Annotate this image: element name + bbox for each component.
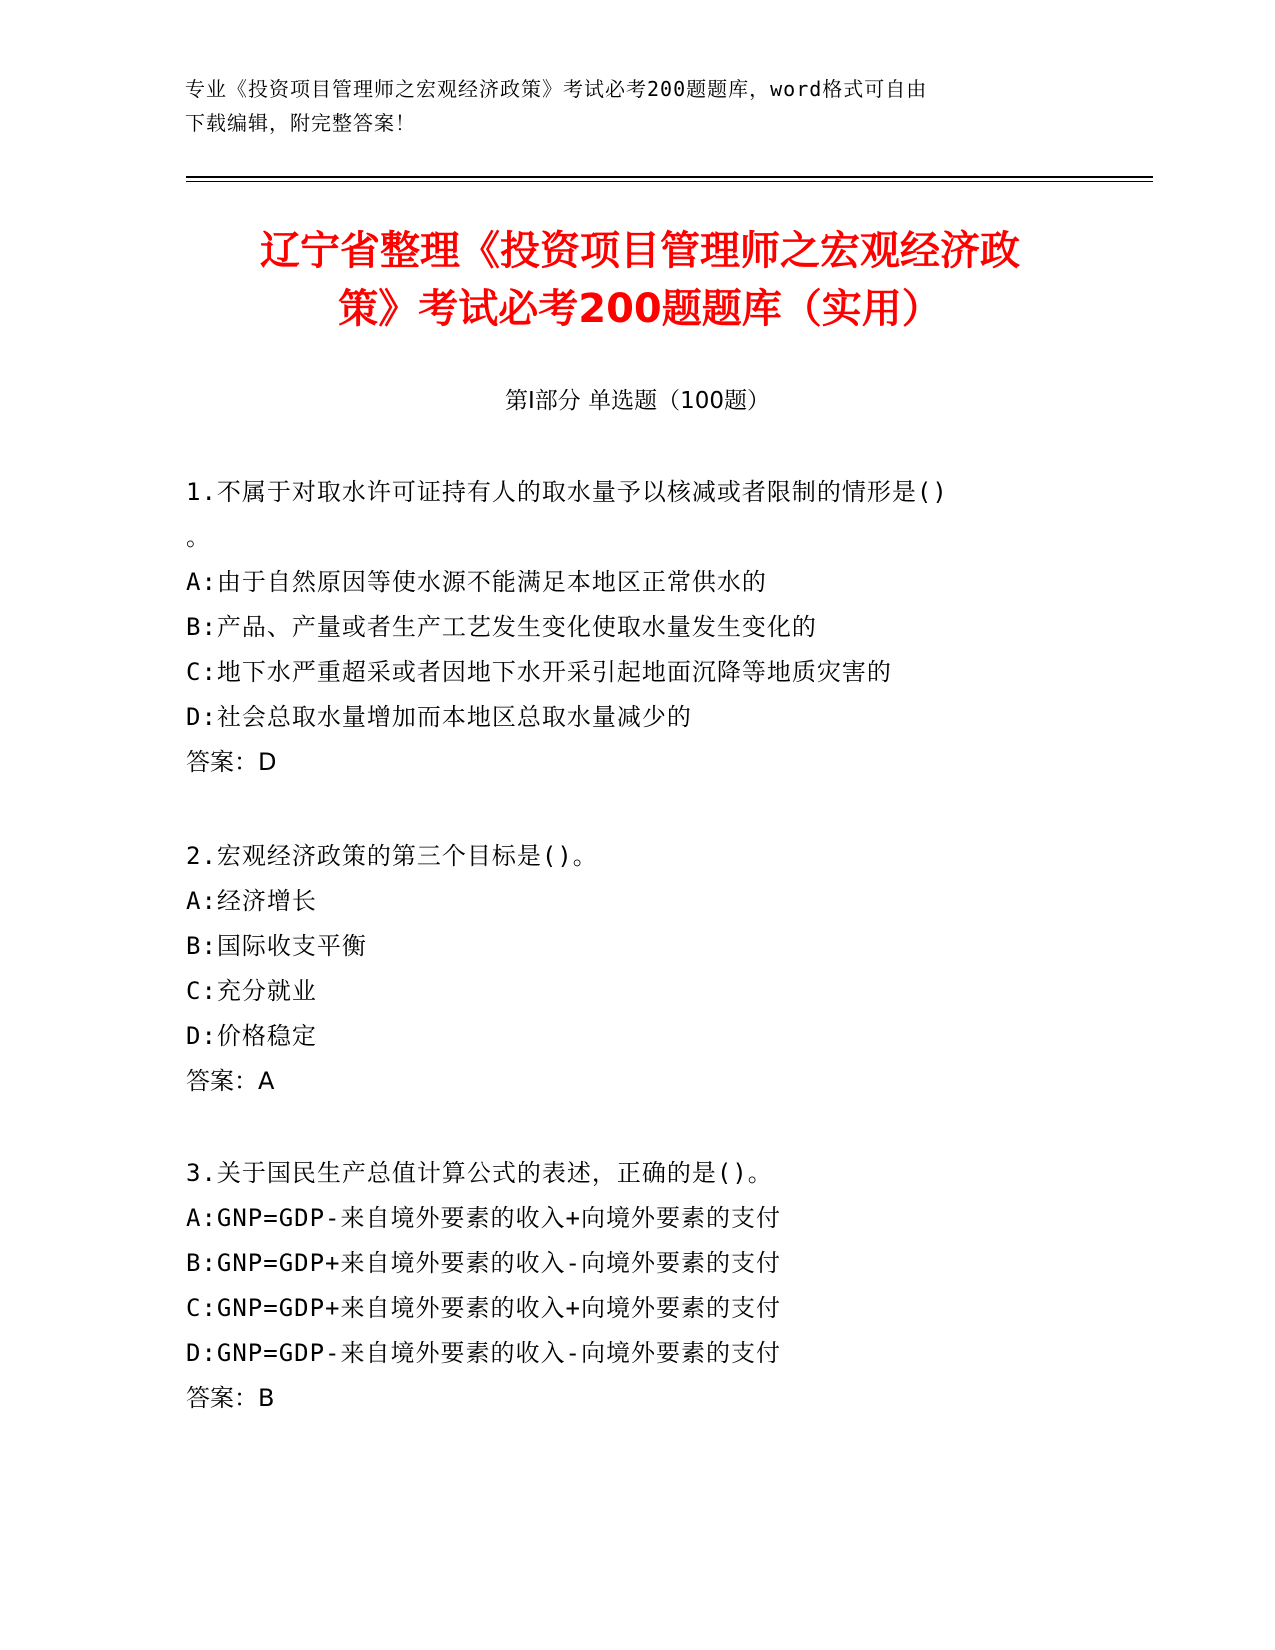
document-title-line-1: 辽宁省整理《投资项目管理师之宏观经济政 — [260, 228, 1020, 274]
option-c: C:地下水严重超采或者因地下水开采引起地面沉降等地质灾害的 — [186, 658, 892, 686]
header-divider-thin — [186, 181, 1153, 182]
question-stem: 3.关于国民生产总值计算公式的表述，正确的是()。 — [186, 1159, 773, 1187]
header-note-line-1: 专业《投资项目管理师之宏观经济政策》考试必考200题题库，word格式可自由 — [185, 77, 928, 101]
option-d: D:社会总取水量增加而本地区总取水量减少的 — [186, 703, 692, 731]
header-divider-thick — [186, 176, 1153, 178]
option-a: A:经济增长 — [186, 887, 317, 915]
option-d: D:价格稳定 — [186, 1022, 317, 1050]
option-c: C:GNP=GDP+来自境外要素的收入+向境外要素的支付 — [186, 1294, 781, 1322]
document-title — [150, 222, 1130, 338]
question-1 — [186, 470, 1086, 785]
answer: 答案：B — [186, 1384, 275, 1412]
option-a: A:GNP=GDP-来自境外要素的收入+向境外要素的支付 — [186, 1204, 781, 1232]
header-note — [185, 72, 1085, 140]
question-3 — [186, 1151, 1086, 1421]
option-b: B:产品、产量或者生产工艺发生变化使取水量发生变化的 — [186, 613, 817, 641]
option-b: B:GNP=GDP+来自境外要素的收入-向境外要素的支付 — [186, 1249, 781, 1277]
answer: 答案：A — [186, 1067, 275, 1095]
header-note-line-2: 下载编辑，附完整答案！ — [185, 111, 416, 135]
question-stem: 1.不属于对取水许可证持有人的取水量予以核减或者限制的情形是() — [186, 478, 948, 506]
option-a: A:由于自然原因等使水源不能满足本地区正常供水的 — [186, 568, 767, 596]
option-d: D:GNP=GDP-来自境外要素的收入-向境外要素的支付 — [186, 1339, 781, 1367]
question-2 — [186, 834, 1086, 1104]
document-title-line-2: 策》考试必考200题题库（实用） — [338, 286, 942, 332]
option-c: C:充分就业 — [186, 977, 317, 1005]
answer: 答案：D — [186, 748, 277, 776]
question-stem-continuation: 。 — [186, 523, 210, 551]
section-heading: 第Ⅰ部分 单选题（100题） — [505, 388, 770, 414]
question-stem: 2.宏观经济政策的第三个目标是()。 — [186, 842, 598, 870]
option-b: B:国际收支平衡 — [186, 932, 367, 960]
